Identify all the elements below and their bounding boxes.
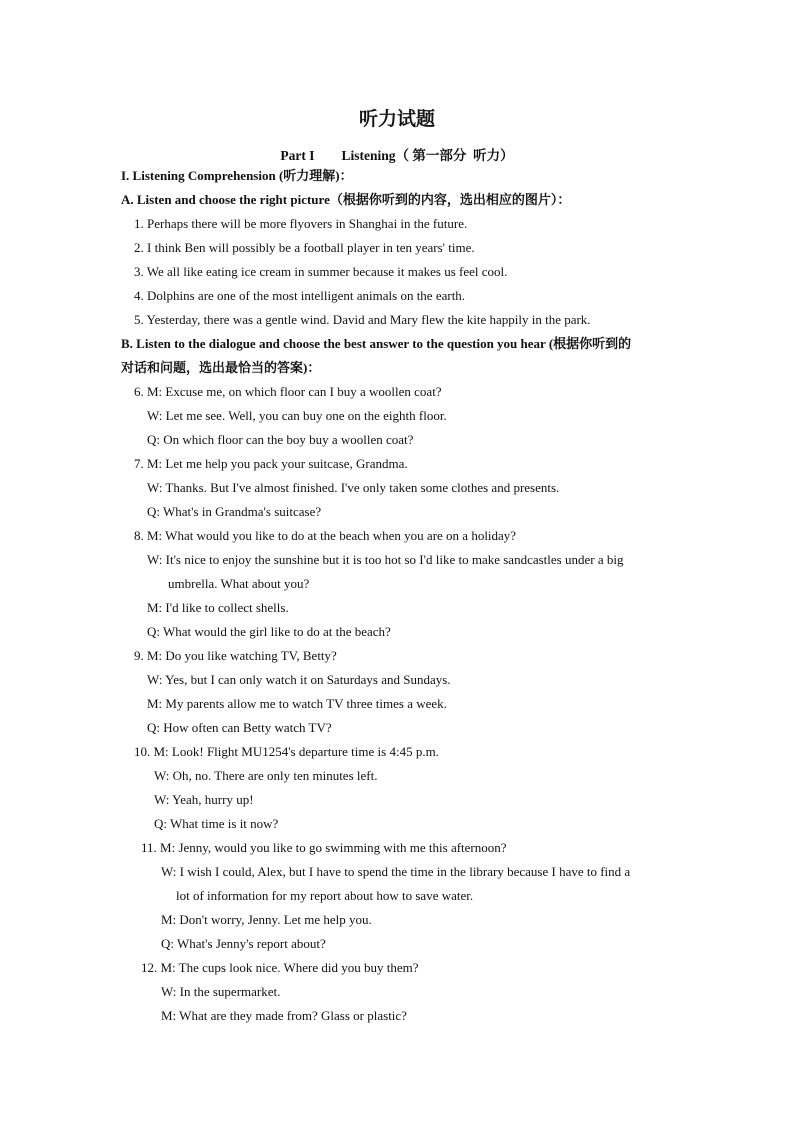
dialogue-line: M: Don't worry, Jenny. Let me help you. — [161, 912, 372, 927]
list-item: 5. Yesterday, there was a gentle wind. David and Mary flew the kite happily in the park. — [134, 312, 591, 327]
list-item: 2. I think Ben will possibly be a football player in ten years' time. — [134, 240, 475, 255]
section-b-heading-cont: 对话和问题，选出最恰当的答案)： — [121, 360, 321, 375]
dialogue-line: M: What are they made from? Glass or plastic? — [161, 1008, 407, 1023]
dialogue-line: lot of information for my report about how to save water. — [176, 888, 474, 903]
dialogue-line: 12. M: The cups look nice. Where did you buy them? — [141, 960, 419, 975]
list-item: 4. Dolphins are one of the most intelligent animals on the earth. — [134, 288, 466, 303]
section-a-heading: A. Listen and choose the right picture（根据你听到的内容，选出相应的图片）： — [121, 192, 571, 207]
dialogue-line: W: I wish I could, Alex, but I have to spend the time in the library because I have to find a — [161, 864, 631, 879]
dialogue-line: W: Let me see. Well, you can buy one on the eighth floor. — [147, 408, 447, 423]
section-i-heading: I. Listening Comprehension (听力理解)： — [121, 168, 353, 183]
dialogue-line: W: In the supermarket. — [161, 984, 281, 999]
dialogue-line: W: Oh, no. There are only ten minutes left. — [154, 768, 378, 783]
dialogue-line: W: Yes, but I can only watch it on Saturdays and Sundays. — [147, 672, 451, 687]
dialogue-line: 6. M: Excuse me, on which floor can I buy a woollen coat? — [134, 384, 442, 399]
dialogue-line: W: Thanks. But I've almost finished. I've only taken some clothes and presents. — [147, 480, 560, 495]
dialogue-line: W: It's nice to enjoy the sunshine but it is too hot so I'd like to make sandcastles under a big — [147, 552, 624, 567]
dialogue-line: Q: What time is it now? — [154, 816, 279, 831]
dialogue-line: Q: How often can Betty watch TV? — [147, 720, 332, 735]
dialogue-line: umbrella. What about you? — [168, 576, 310, 591]
list-item: 1. Perhaps there will be more flyovers in Shanghai in the future. — [134, 216, 468, 231]
section-b-heading: B. Listen to the dialogue and choose the best answer to the question you hear (根据你听到的 — [121, 336, 632, 351]
dialogue-line: 11. M: Jenny, would you like to go swimming with me this afternoon? — [141, 840, 507, 855]
page-title: 听力试题 — [358, 108, 435, 130]
list-item: 3. We all like eating ice cream in summer because it makes us feel cool. — [134, 264, 508, 279]
dialogue-line: W: Yeah, hurry up! — [154, 792, 254, 807]
dialogue-line: Q: What would the girl like to do at the beach? — [147, 624, 391, 639]
dialogue-line: M: My parents allow me to watch TV three times a week. — [147, 696, 447, 711]
dialogue-line: Q: On which floor can the boy buy a woollen coat? — [147, 432, 414, 447]
dialogue-line: M: I'd like to collect shells. — [147, 600, 289, 615]
dialogue-line: 9. M: Do you like watching TV, Betty? — [134, 648, 337, 663]
dialogue-line: 7. M: Let me help you pack your suitcase, Grandma. — [134, 456, 408, 471]
dialogue-line: 8. M: What would you like to do at the beach when you are on a holiday? — [134, 528, 517, 543]
dialogue-line: 10. M: Look! Flight MU1254's departure time is 4:45 p.m. — [134, 744, 439, 759]
dialogue-line: Q: What's in Grandma's suitcase? — [147, 504, 322, 519]
part-heading: Part I Listening（ 第一部分 听力） — [280, 148, 514, 163]
dialogue-line: Q: What's Jenny's report about? — [161, 936, 326, 951]
